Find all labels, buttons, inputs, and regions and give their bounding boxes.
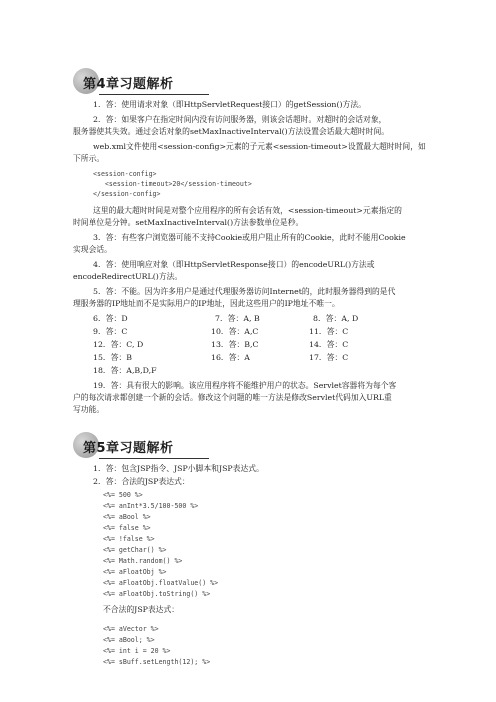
legal-expression: <%= aFloatObj %> <box>103 568 167 576</box>
ch4-answer-3-cont: 实现会话。 <box>73 245 112 254</box>
ch5-answer-1: 1．答：包含JSP指令、JSP小脚本和JSP表达式。 <box>93 464 264 473</box>
ch4-answer-1: 1．答：使用请求对象（即HttpServletRequest接口）的getSession()方法。 <box>93 100 366 109</box>
choice-answer: 6．答：D <box>93 314 128 323</box>
ch4-answer-5-cont: 理服务器的IP地址而不是实际用户的IP地址，因此这些用户的IP地址不唯一。 <box>73 299 340 308</box>
choice-answer: 13．答：B,C <box>211 340 259 349</box>
ch4-answer-18: 18．答：A,B,D,F <box>93 366 157 375</box>
ch4-answer-4: 4．答：使用响应对象（即HttpServletResponse接口）的encodeURL()方法或 <box>93 260 375 269</box>
illegal-expression: <%= int i = 20 %> <box>103 647 171 655</box>
ch4-answer-2-cont: 时间单位是分钟。setMaxInactiveInterval()方法参数单位是秒。 <box>73 218 304 227</box>
chapter4-title: 第4章习题解析 <box>83 77 174 92</box>
ch4-answer-2: 2．答：如果客户在指定时间内没有访问服务器，则该会话超时。对超时的会话对象， <box>93 115 387 124</box>
ch4-answer-2-cont: 服务器使其失效。通过会话对象的setMaxInactiveInterval()方法设置会话最大超时时间。 <box>73 127 390 136</box>
chapter5-heading <box>73 432 213 460</box>
choice-answer: 15．答：B <box>93 353 133 362</box>
ch4-answer-19-cont: 写功能。 <box>73 405 105 414</box>
legal-expression: <%= aFloatObj.toString() %> <box>103 590 211 598</box>
legal-expression: <%= 500 %> <box>103 491 143 499</box>
choice-answer: 8．答：A, D <box>313 314 359 323</box>
illegal-expression: <%= aBool; %> <box>103 636 155 644</box>
ch4-answer-19: 19．答：具有很大的影响。该应用程序将不能维护用户的状态。Servlet容器将为每个客 <box>93 381 397 390</box>
chapter5-title: 第5章习题解析 <box>83 441 174 456</box>
heading-underline <box>99 458 209 459</box>
ch4-answer-2-cont: 这里的最大超时时间是对整个应用程序的所有会话有效，<session-timeout>元素指定的 <box>93 206 402 215</box>
choice-answer: 16．答：A <box>211 353 250 362</box>
choice-answer: 14．答：C <box>309 340 349 349</box>
ch4-answer-2-cont: web.xml文件使用<session-config>元素的子元素<session-timeout>设置最大超时时间，如 <box>93 142 426 151</box>
code-line: </session-config> <box>93 190 161 198</box>
ch5-answer-2: 2．答：合法的JSP表达式： <box>93 477 190 486</box>
legal-expression: <%= false %> <box>103 524 151 532</box>
code-line: <session-timeout>20</session-timeout> <box>93 180 252 188</box>
choice-answer: 11．答：C <box>309 327 349 336</box>
choice-answer: 10．答：A,C <box>211 327 259 336</box>
ch4-answer-2-cont: 下所示。 <box>73 154 105 163</box>
choice-answer: 12．答：C, D <box>93 340 144 349</box>
choice-answer: 7．答：A, B <box>215 314 260 323</box>
code-line: <session-config> <box>93 170 157 178</box>
choice-answer: 9．答：C <box>93 327 128 336</box>
illegal-expression: <%= aVector %> <box>103 625 159 633</box>
legal-expression: <%= getChar() %> <box>103 546 167 554</box>
ch4-answer-4-cont: encodeRedirectURL()方法。 <box>73 272 183 281</box>
illegal-label: 不合法的JSP表达式： <box>103 605 180 614</box>
ch4-answer-3: 3．答：有些客户浏览器可能不支持Cookie或用户阻止所有的Cookie，此时不能用Cookie <box>93 233 406 242</box>
illegal-expression: <%= sBuff.setLength(12); %> <box>103 658 211 666</box>
legal-expression: <%= anInt*3.5/100-500 %> <box>103 502 199 510</box>
choice-answer: 17．答：C <box>309 353 349 362</box>
ch4-answer-19-cont: 户的每次请求都创建一个新的会话。修改这个问题的唯一方法是修改Servlet代码加入URL重 <box>73 393 392 402</box>
chapter4-heading <box>73 68 213 96</box>
legal-expression: <%= aBool %> <box>103 513 151 521</box>
legal-expression: <%= Math.random() %> <box>103 557 183 565</box>
legal-expression: <%= !false %> <box>103 535 155 543</box>
ch4-answer-5: 5．答：不能。因为许多用户是通过代理服务器访问Internet的，此时服务器得到的是代 <box>93 287 396 296</box>
legal-expression: <%= aFloatObj.floatValue() %> <box>103 579 219 587</box>
heading-underline <box>99 94 209 95</box>
